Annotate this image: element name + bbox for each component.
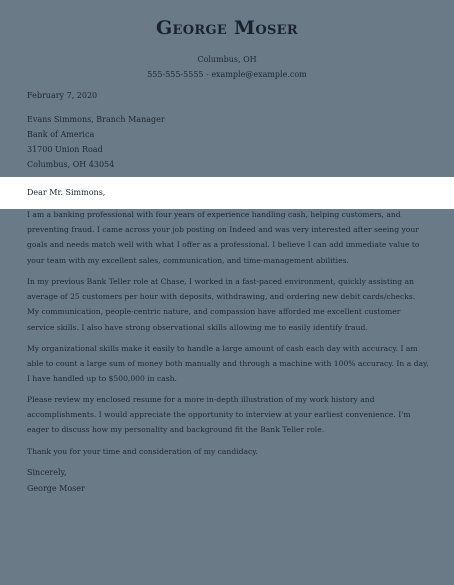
body-paragraph-1: I am a banking professional with four years of experience handling cash, helping customers, and preventing fraud. I came across your job posting on Indeed and was very interested after seeing your goals and needs match well with what I offer as a professional. I believe I can add immediate value to your team with my excellent sales, communication, and time-management abilities.: [27, 210, 420, 265]
body-paragraph-2: In my previous Bank Teller role at Chase, I worked in a fast-paced environment, quickly assisting an average of 25 customers per hour with deposits, withdrawing, and ordering new debit cards/checks. My communication, people-centric nature, and compassion have afforded me excellent customer service skills. I also have strong observational skills allowing me to easily identify fraud.: [27, 277, 416, 332]
letter-closing: Sincerely,: [27, 468, 67, 477]
recipient-street: 31700 Union Road: [27, 145, 103, 154]
applicant-location: Columbus, OH: [197, 55, 257, 64]
body-paragraph-5: Thank you for your time and consideration of my candidacy.: [27, 447, 258, 456]
letter-date: February 7, 2020: [27, 91, 98, 100]
body-paragraph-3: My organizational skills make it easily to handle a large amount of cash each day with accuracy. I am able to count a large sum of money both manually and through a machine with 100% accuracy. In a day, I have handled up to $500,000 in cash.: [27, 344, 429, 384]
recipient-company: Bank of America: [27, 130, 95, 139]
applicant-name: George Moser: [156, 17, 298, 39]
recipient-city: Columbus, OH 43054: [27, 160, 115, 169]
recipient-name-title: Evans Simmons, Branch Manager: [27, 115, 165, 124]
body-paragraph-4: Please review my enclosed resume for a more in-depth illustration of my work history and accomplishments. I would appreciate the opportunity to interview at your earliest convenience. I'm eager to discuss how my personality and background fit the Bank Teller role.: [27, 395, 411, 435]
letter-greeting: Dear Mr. Simmons,: [27, 188, 106, 197]
letter-signature: George Moser: [27, 484, 85, 493]
applicant-contact: 555-555-5555 - example@example.com: [147, 70, 307, 79]
